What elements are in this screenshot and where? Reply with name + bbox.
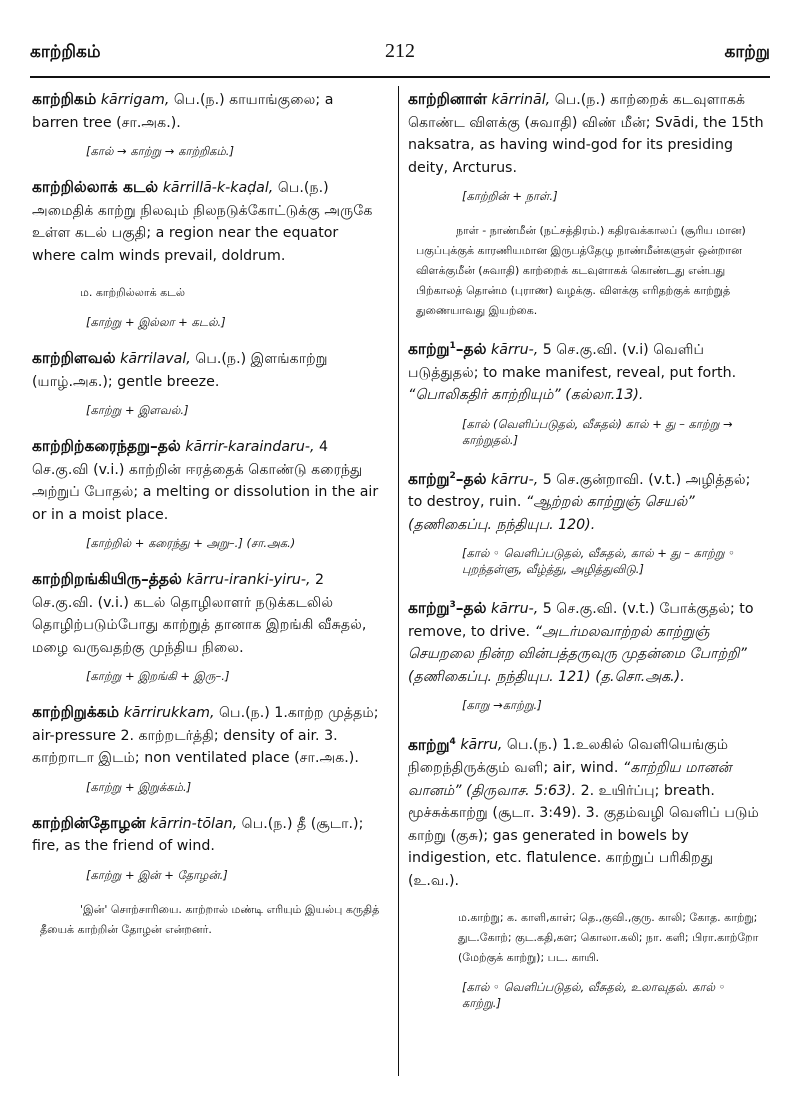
headword: காற்றினாள் [408, 90, 488, 108]
definition: பெ.(ந.) 1.உலகில் வெளியெங்கும் நிறைந்திருக்கும் வளி; air, wind. [408, 737, 729, 777]
entry [408, 335, 768, 407]
sense-number: 3 [449, 600, 456, 611]
headword: காற்றில்லாக் கடல் [32, 178, 159, 196]
left-column [32, 88, 384, 952]
definition: பெ.(ந.) காயாங்குலை; a barren tree (சா.அக.). [32, 92, 334, 131]
headword: காற்றிறுக்கம் [32, 703, 120, 721]
citation: “அடர்மலவாற்றல் காற்றுஞ் செயறலை நின்ற வின்பத்தருவுரு முதன்மை போற்றி” (தணிகைப்பு. நந்தியுப. 121) (த.சொ.அக.). [408, 623, 747, 685]
headword: காற்றின்தோழன் [32, 813, 146, 832]
transliteration: kārrillā-k-kaḍal, [162, 180, 274, 196]
running-head-right: காற்று [724, 42, 770, 62]
etymology: [கால் ◦ வெளிப்படுதல், வீசுதல், கால் + து – காற்று ◦ புறந்தள்ளு, வீழ்த்து, அழித்துவிடு.] [462, 546, 735, 577]
citation: “ஆற்றல் காற்றுஞ் செயல்” (தணிகைப்பு. நந்தியுப. 120). [408, 494, 695, 533]
transliteration: kārrir-karaindaru-, [185, 439, 315, 455]
cognate-note: ம. காற்றில்லாக் கடல் [80, 286, 186, 299]
etymology: [காற்றில் + கரைந்து + அறு–.] (சா.அக.) [86, 536, 296, 550]
transliteration: kārrin-tōlan, [150, 815, 238, 832]
definition: பெ.(ந.) காற்றைக் கடவுளாகக் கொண்ட விளக்கு (சுவாதி) விண் மீன்; Svādi, the 15th naksatra, as having wind-god for its presiding deity, Arcturus. [408, 92, 764, 176]
entry [408, 730, 768, 892]
header-rule [30, 76, 770, 78]
sense-number: 2 [449, 470, 456, 481]
entry [32, 812, 384, 858]
entry [32, 701, 384, 770]
definition: 5 செ.கு.வி. (v.i) வெளிப் படுத்துதல்; to make manifest, reveal, put forth. [408, 342, 737, 381]
headword: காற்றிளவல் [32, 349, 116, 367]
page-header [30, 40, 770, 74]
etymology: [கால் ◦ வெளிப்படுதல், வீசுதல், உலாவுதல். கால் ◦ காற்று.] [462, 980, 726, 1011]
definition: 5 செ.குன்றாவி. (v.t.) அழித்தல்; to destroy, ruin. [408, 471, 751, 511]
entry [408, 594, 768, 688]
etymology: [கால் → காற்று → காற்றிகம்.] [86, 144, 234, 158]
etymology: [கால் (வெளிப்படுதல், வீசுதல்) கால் + து – காற்று → காற்றுதல்.] [462, 416, 733, 447]
right-column [408, 88, 768, 1028]
sense-number: 1 [449, 341, 456, 351]
definition: 2 செ.கு.வி. (v.i.) கடல் தொழிலாளர் நடுக்கடலில் தொழிற்படும்போது காற்றுத் தானாக இறங்கி வீசுதல், மழை வருவதற்கு முந்திய நிலை. [32, 572, 367, 656]
entry [32, 88, 384, 134]
citation: “பொலிகதிர் காற்றியும்” (கல்லா.13). [408, 387, 644, 404]
transliteration: kārru-, [491, 342, 539, 359]
citation: “காற்றிய மானன் வானம்” (திருவாச. 5:63). [408, 760, 732, 799]
transliteration: kārrilaval, [120, 351, 191, 367]
entry [408, 465, 768, 537]
headword: காற்று$^1$–தல் [408, 340, 487, 359]
transliteration: kārru-iranki-yiru-, [186, 572, 311, 588]
headword: காற்று$^3$–தல் [408, 599, 487, 618]
etymology: [காற்று + இறுக்கம்.] [86, 779, 192, 794]
entry [32, 435, 384, 526]
etymology: [காற்று + இல்லா + கடல்.] [86, 315, 226, 329]
headword: காற்று$^4$ [408, 735, 456, 754]
definition: பெ.(ந.) 1.காற்ற முத்தம்; air-pressure 2. காற்றடர்த்தி; density of air. 3. காற்றாடா இடம்; non ventilated place (சா.அக.). [32, 705, 379, 766]
headword: காற்றிற்கரைந்தறு–தல் [32, 437, 181, 455]
definition: 4 செ.கு.வி (v.i.) காற்றின் ஈரத்தைக் கொண்டு கரைந்து அற்றுப் போதல்; a melting or dissolution in the air or in a moist place. [32, 439, 379, 523]
etymology: [காற்று + இறங்கி + இரு–.] [86, 669, 230, 683]
definition-sense-2: 2. உயிர்ப்பு; breath. மூச்சுக்காற்று (சூடா. 3:49). [408, 782, 715, 822]
entry [408, 88, 768, 179]
transliteration: kārru-, [491, 471, 539, 488]
entry [32, 568, 384, 659]
definition: 5 செ.கு.வி. (v.t.) போக்குதல்; to remove, to drive. [408, 601, 754, 640]
etymology: [காற்றின் + நாள்.] [462, 189, 558, 203]
etymology: [காற்று + இளவல்.] [86, 403, 189, 417]
transliteration: kārru, [460, 737, 503, 754]
transliteration: kārrirukkam, [123, 705, 215, 721]
definition-sense-3: 3. குதம்வழி வெளிப் படும் காற்று (குசு); gas generated in bowels by indigestion, etc. flatulence. காற்றுப் பரிகிறது (உ.வ.). [408, 805, 759, 889]
entry [32, 347, 384, 393]
definition: பெ.(ந.) தீ (சூடா.); fire, as the friend of wind. [32, 815, 364, 854]
entry [32, 176, 384, 267]
transliteration: kārrigam, [100, 92, 170, 108]
headword: காற்று$^2$–தல் [408, 469, 487, 488]
headword: காற்றிகம் [32, 90, 97, 108]
page-number: 212 [385, 40, 415, 62]
definition: பெ.(ந.) அமைதிக் காற்று நிலவும் நிலநடுக்கோட்டுக்கு அருகே உள்ள கடல் பகுதி; a region near the equator where calm winds prevail, doldrum. [32, 180, 373, 264]
column-divider [398, 86, 399, 1076]
etymology: [காறு →காற்று.] [462, 698, 542, 713]
headword: காற்றிறங்கியிரு–த்தல் [32, 570, 182, 588]
sense-number: 4 [449, 736, 456, 747]
definition: பெ.(ந.) இளங்காற்று (யாழ்.அக.); gentle breeze. [32, 351, 328, 390]
cognate-note: ம.காற்று; க. காளி,காள்; தெ.,குவி.,குரு. காலி; கோத. காற்று; துட.கோற்; குட.கதி,கள; கொலா.கலி; நா. களி; பிரா.காற்றோ (மேற்குக் காற்று); பட. காயி. [458, 911, 759, 965]
explanatory-note: நாள் - நாண்மீன் (நட்சத்திரம்.) கதிரவக்காலப் (சூரிய மான) பகுப்புக்குக் காரணியமான இருபத்தேழு நாண்மீன்களுள் ஒன்றான விளக்குமீன் (சுவாதி) காற்றைக் கடவுளாகக் கொண்டது என்பது பிற்காலத் தொன்ம (புராண) வழக்கு. விளக்கு எரிதற்குக் காற்றுத் துணையாவது இயற்கை. [416, 224, 746, 317]
running-head-left: காற்றிகம் [30, 42, 101, 62]
etymology: [காற்று + இன் + தோழன்.] [86, 867, 228, 882]
transliteration: kārrināl, [491, 92, 551, 108]
explanatory-note: 'இன்' சொற்சாரியை. காற்றால் மண்டி எரியும் இயல்பு கருதித் தீயைக் காற்றின் தோழன் என்றனர். [40, 902, 380, 936]
transliteration: kārru-, [491, 601, 539, 618]
